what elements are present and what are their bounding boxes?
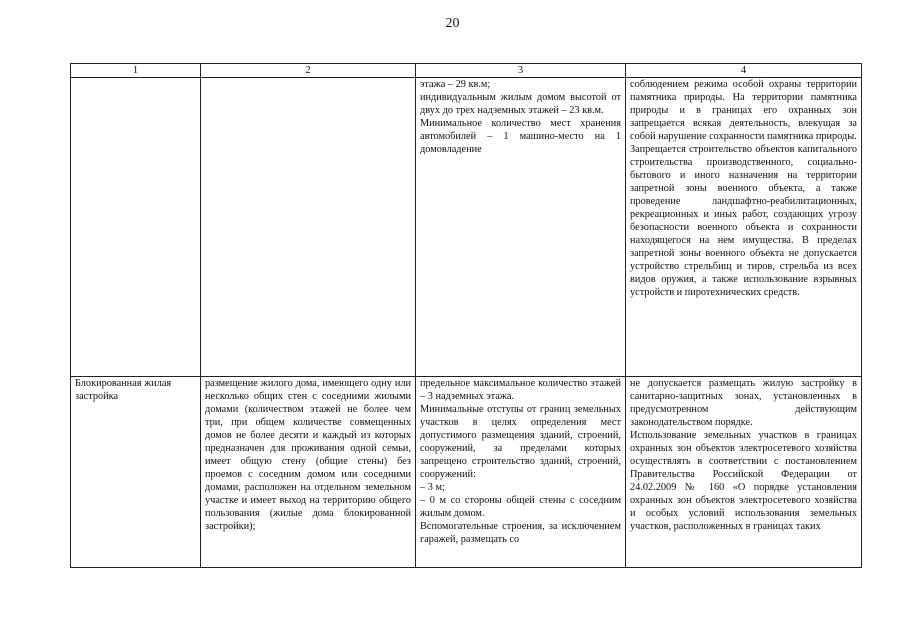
cell-paragraph: Запрещается строительство объектов капитального строительства производственного, социально-бытового и иного назначения на территории запретной зоны военного объекта, а также проведение ландшафтно-реабилитационных, рекреационных и иных работ, создающих угрозу безопасности военного объекта и сохранности находящегося на нем имущества. В пределах запретной зоны военного объекта не допускается устройство стрельбищ и тиров, стрельба из всех видов оружия, а также использование взрывных устройств и пиротехнических средств.	[630, 144, 857, 298]
cell-paragraph: этажа – 29 кв.м;	[420, 79, 491, 90]
table-cell	[201, 78, 416, 377]
table-row	[71, 78, 862, 377]
column-header: 3	[416, 64, 626, 78]
cell-paragraph: индивидуальным жилым домом высотой от двух до трех надземных этажей – 23 кв.м.	[420, 92, 621, 116]
cell-paragraph: Минимальные отступы от границ земельных участков в целях определения мест допустимого размещения зданий, строений, сооружений, за пределами которых запрещено строительство зданий, строений, сооружений:	[420, 404, 621, 480]
cell-paragraph: – 0 м со стороны общей стены с соседним жилым домом.	[420, 495, 621, 519]
table-cell	[416, 78, 626, 377]
cell-paragraph: не допускается размещать жилую застройку в санитарно-защитных зонах, установленных в предусмотренном действующим законодательством порядке.	[630, 378, 857, 428]
page-number: 20	[445, 16, 460, 31]
table-cell	[71, 377, 201, 568]
cell-paragraph: – 3 м;	[420, 482, 445, 493]
table-header-row	[71, 64, 862, 78]
column-header: 2	[201, 64, 416, 78]
land-use-type: Блокированная жилая застройка	[75, 378, 172, 402]
cell-paragraph: Вспомогательные строения, за исключением гаражей, размещать со	[420, 521, 621, 545]
cell-paragraph: Минимальное количество мест хранения автомобилей – 1 машино-место на 1 домовладение	[420, 118, 621, 155]
column-header: 4	[626, 64, 862, 78]
regulations-table	[70, 63, 862, 568]
cell-paragraph: размещение жилого дома, имеющего одну или несколько общих стен с соседними жилыми домами (количеством этажей не более чем три, при общем количестве совмещенных домов не более десяти и каждый из которых предназначен для проживания одной семьи, имеет общую стену (общие стены) без проемов с соседним домом или соседними домами, расположен на отдельном земельном участке и имеет выход на территорию общего пользования (жилые дома блокированной застройки);	[205, 378, 411, 532]
table-cell	[626, 78, 862, 377]
cell-paragraph: предельное максимальное количество этажей – 3 надземных этажа.	[420, 378, 621, 402]
cell-paragraph: соблюдением режима особой охраны территории памятника природы. На территории памятника природы и в границах его охранных зон запрещается всякая деятельность, влекущая за собой нарушение сохранности памятника природы.	[630, 79, 857, 142]
column-header: 1	[71, 64, 201, 78]
cell-paragraph: Использование земельных участков в границах охранных зон объектов электросетевого хозяйства осуществлять в соответствии с постановлением Правительства Российской Федерации от 24.02.2009 № 160 «О порядке установления охранных зон объектов электросетевого хозяйства и особых условий использования земельных участков, расположенных в границах таких	[630, 430, 857, 532]
table-cell	[201, 377, 416, 568]
table-cell	[626, 377, 862, 568]
table-cell	[71, 78, 201, 377]
table-cell	[416, 377, 626, 568]
table-row	[71, 377, 862, 568]
